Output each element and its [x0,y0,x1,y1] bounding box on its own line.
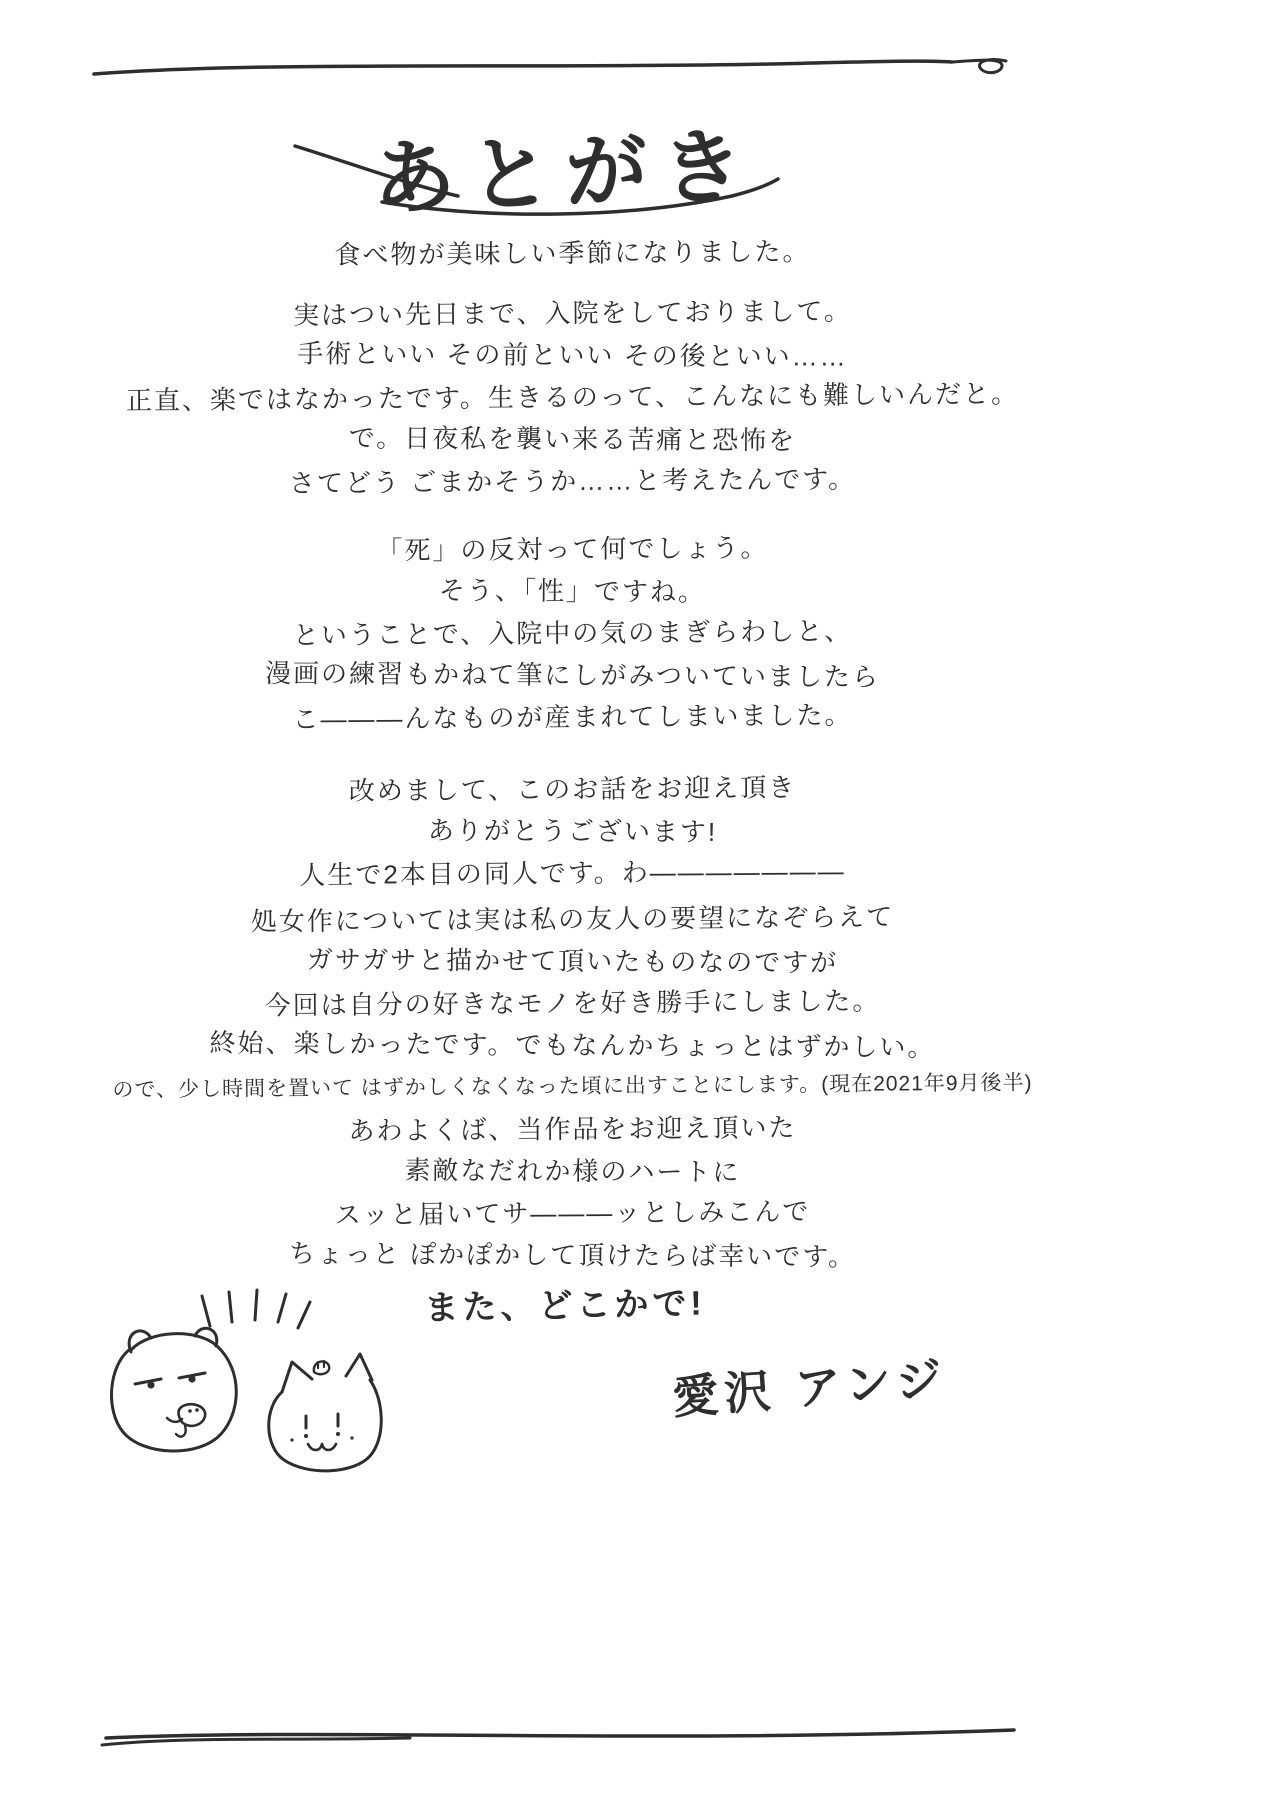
text-line: こ———んなものが産まれてしまいました。 [292,699,853,735]
paragraph-3 [0,528,1145,738]
afterword-title: あとがき [371,121,759,226]
text-line: 処女作については実は私の友人の要望になぞらえて [250,901,895,937]
text-line: 実はつい先日まで、入院をしておりまして。 [292,295,853,331]
text-line: 食べ物が美味しい季節になりました。 [334,236,811,270]
paragraph-4 [0,768,1145,894]
text-line: ありがとうございます! [427,815,718,847]
author-signature: 愛沢 アンジ [670,1352,950,1424]
closing-line: また、どこかで! [424,1284,707,1328]
paragraph-2 [0,292,1145,502]
text-line: ということで、入院中の気のまぎらわしと、 [292,615,853,651]
paragraph-5 [0,898,1145,1108]
text-line: 改めまして、このお話をお迎え頂き [348,772,797,806]
text-line: 人生で2本目の同人です。わ——————— [299,855,846,891]
title-underline-swoosh [380,176,780,224]
text-line: あわよくば、当作品をお迎え頂いた [348,1112,797,1146]
text-line: 素敵なだれか様のハートに [404,1154,741,1188]
top-rule [90,52,1010,86]
text-line: ので、少し時間を置いて はずかしくなくなった頃に出すことにします。(現在2021年9月後半) [112,1071,1033,1102]
text-line: 漫画の練習もかねて筆にしがみついていましたら [264,658,881,692]
text-line: スッと届いてサ———ッとしみこんで [334,1196,811,1230]
text-line: 今回は自分の好きなモノを好き勝手にしました。 [264,985,881,1021]
text-line: 「死」の反対って何でしょう。 [376,532,769,566]
text-line: 手術といい その前といい その後といい…… [297,338,848,372]
text-line: そう、「性」ですね。 [438,575,707,607]
bottom-rule [100,1722,1020,1752]
text-line: ちょっと ぽかぽかして頂けたらば幸いです。 [288,1238,857,1272]
text-line: 正直、楽ではなかったです。生きるのって、こんなにも難しいんだと。 [125,378,1020,416]
text-line: さてどう ごまかそうか……と考えたんです。 [288,463,857,499]
paragraph-6 [0,1108,1145,1276]
paragraph-1 [0,232,1145,274]
text-line: で。日夜私を襲い来る苦痛と恐怖を [348,422,797,456]
happy-cat-face-doodle [252,1352,400,1474]
text-line: ガサガサと描かせて頂いたものなのですが [306,944,839,978]
text-line: 終始、楽しかったです。でもなんかちょっとはずかしい。 [209,1027,936,1063]
grumpy-bear-face-doodle [95,1318,253,1468]
